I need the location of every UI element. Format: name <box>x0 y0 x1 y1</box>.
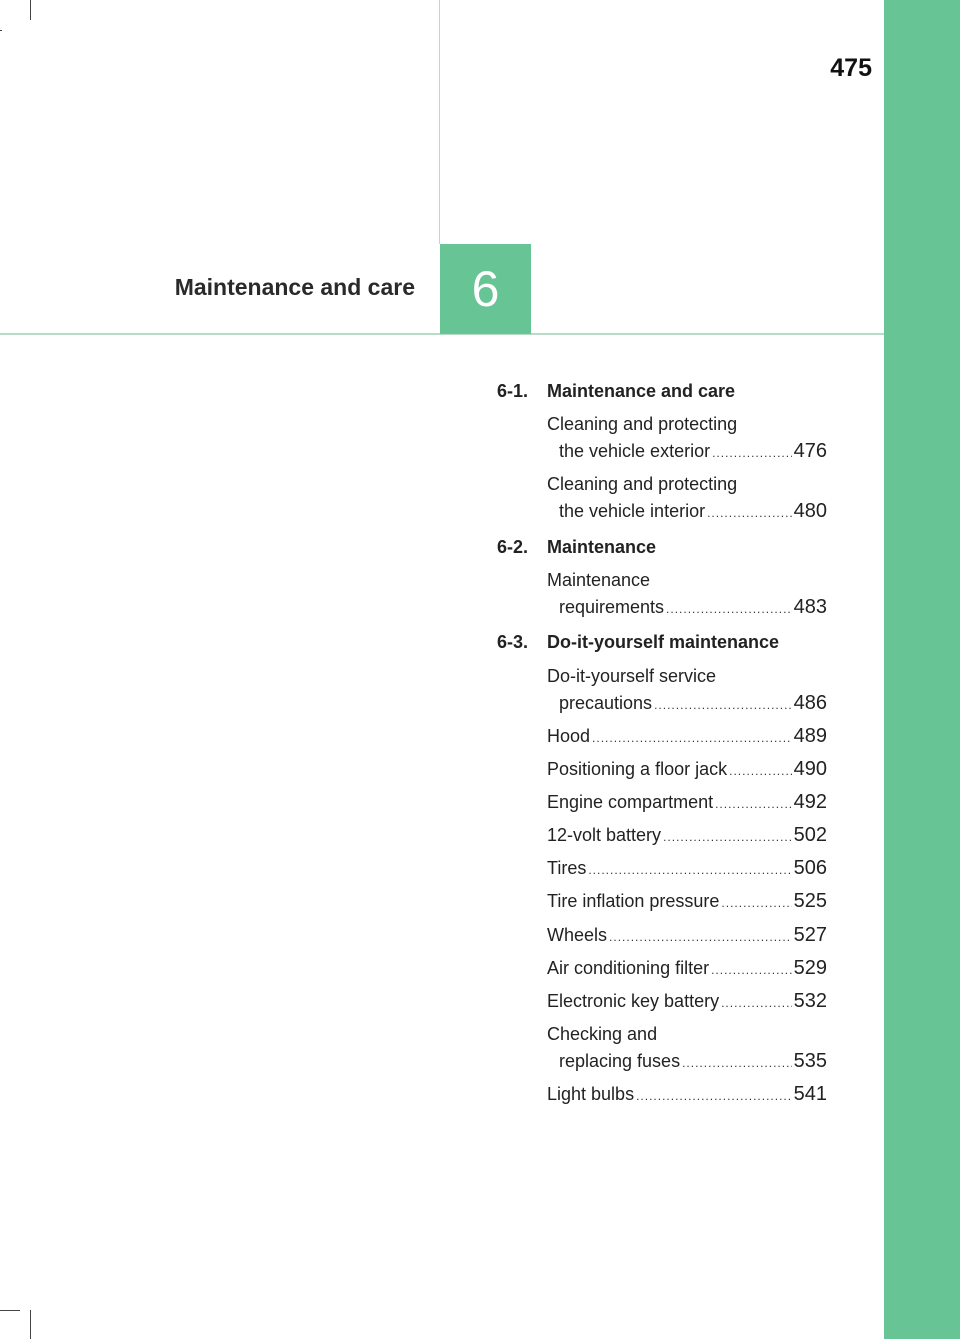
toc-entry-page: 486 <box>793 692 827 714</box>
section-number: 6-2. <box>497 537 529 557</box>
section-number: 6-1. <box>497 381 529 401</box>
toc-entry-label: Air conditioning filter <box>547 958 710 978</box>
toc-entry-label: Engine compartment <box>547 792 714 812</box>
chapter-number-box: 6 <box>440 244 531 334</box>
section-number: 6-3. <box>497 632 529 652</box>
toc-entry-page: 532 <box>793 990 827 1012</box>
toc-entry-label: Electronic key battery <box>547 991 720 1011</box>
toc-entry-label: the vehicle exterior <box>559 441 711 461</box>
toc-entry-label: precautions <box>559 693 653 713</box>
leader-dots <box>707 506 792 520</box>
leader-dots <box>729 764 792 778</box>
leader-dots <box>711 963 792 977</box>
toc-entry-page: 483 <box>793 596 827 618</box>
toc-entry-label: requirements <box>559 597 665 617</box>
section-title: Maintenance <box>547 537 657 557</box>
leader-dots <box>636 1089 792 1103</box>
toc-entry-page: 535 <box>793 1050 827 1072</box>
page-number: 475 <box>830 54 872 82</box>
toc-entry-label: Maintenance <box>547 570 651 590</box>
leader-dots <box>721 896 791 910</box>
leader-dots <box>682 1056 792 1070</box>
chapter-title: Maintenance and care <box>174 274 415 300</box>
toc-entry-page: 476 <box>793 440 827 462</box>
toc-entry-page: 541 <box>793 1083 827 1105</box>
toc-entry-label: Tire inflation pressure <box>547 891 720 911</box>
toc-entry-page: 490 <box>793 758 827 780</box>
toc-entry-label: Tires <box>547 858 587 878</box>
toc-entry-label: the vehicle interior <box>559 501 706 521</box>
toc-entry-page: 492 <box>793 791 827 813</box>
leader-dots <box>712 446 792 460</box>
toc-entry-page: 525 <box>793 890 827 912</box>
toc-entry-label: Cleaning and protecting <box>547 414 738 434</box>
leader-dots <box>666 602 792 616</box>
leader-dots <box>588 863 791 877</box>
toc-entry-page: 502 <box>793 824 827 846</box>
toc-entry-label: Do-it-yourself service <box>547 666 717 686</box>
toc-entry-page: 527 <box>793 924 827 946</box>
toc-entry-label: Cleaning and protecting <box>547 474 738 494</box>
toc-entry-label: Light bulbs <box>547 1084 635 1104</box>
toc-entry-label: Wheels <box>547 925 608 945</box>
toc-entry-label: Hood <box>547 726 591 746</box>
leader-dots <box>721 996 792 1010</box>
leader-dots <box>715 797 792 811</box>
section-title: Do-it-yourself maintenance <box>547 632 780 652</box>
leader-dots <box>663 830 792 844</box>
toc-entry-page: 480 <box>793 500 827 522</box>
toc-entry-page: 506 <box>793 857 827 879</box>
toc-entry-page: 529 <box>793 957 827 979</box>
toc-entry-label: Checking and <box>547 1024 658 1044</box>
leader-dots <box>592 731 792 745</box>
leader-dots <box>609 930 792 944</box>
toc-entry-label: replacing fuses <box>559 1051 681 1071</box>
toc-entry-label: 12-volt battery <box>547 825 662 845</box>
leader-dots <box>654 698 792 712</box>
section-title: Maintenance and care <box>547 381 736 401</box>
toc-entry-label: Positioning a floor jack <box>547 759 728 779</box>
toc-entry-page: 489 <box>793 725 827 747</box>
